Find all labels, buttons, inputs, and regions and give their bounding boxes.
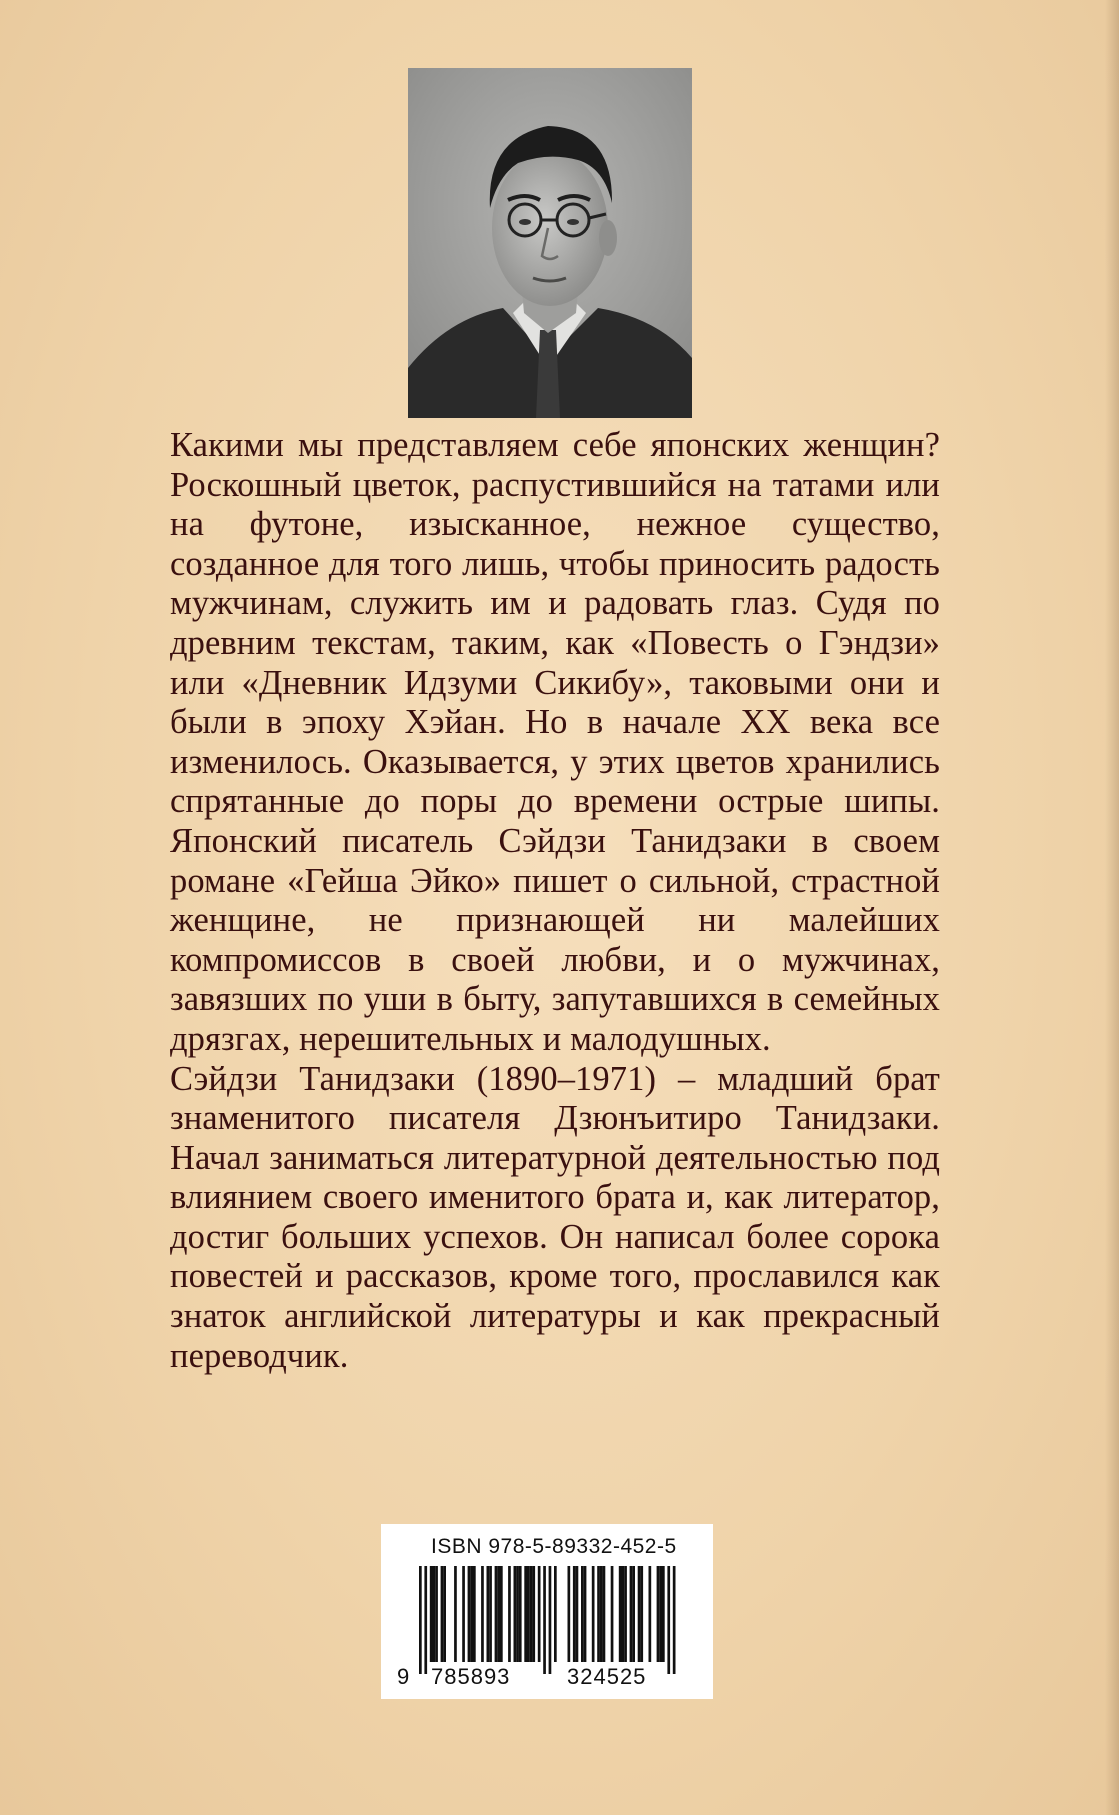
barcode-bar <box>468 1566 471 1662</box>
barcode-digit-first: 9 <box>397 1664 411 1689</box>
barcode-bar <box>584 1566 587 1662</box>
barcode-bar <box>659 1566 662 1662</box>
barcode-bar <box>530 1566 533 1662</box>
barcode-bar <box>549 1566 552 1674</box>
barcode-bar <box>597 1566 600 1662</box>
barcode-bar <box>481 1566 484 1662</box>
barcode-bar <box>441 1566 444 1662</box>
barcode-bar <box>538 1566 541 1662</box>
barcode-bar <box>624 1566 627 1662</box>
barcode-bar <box>603 1566 606 1662</box>
barcode-bar <box>516 1566 519 1662</box>
book-description <box>170 426 940 1376</box>
barcode-bar <box>527 1566 530 1662</box>
description-paragraph-1: Какими мы представляем себе японских женщин? Роскошный цветок, распустившийся на татами или на футоне, изысканное, нежное существо, созданное для того лишь, чтобы приносить радость мужчинам, служить им и радовать глаз. Судя по древним текстам, таким, как «Повесть о Гэндзи» или «Дневник Идзуми Сикибу», таковыми они и были в эпоху Хэйан. Но в начале XX века все изменилось. Оказывается, у этих цветов хранились спрятанные до поры до времени острые шипы. Японский писатель Сэйдзи Танидзаки в своем романе «Гейша Эйко» пишет о сильной, страстной женщине, не признающей ни малейших компромиссов в своей любви, и о мужчинах, завязших по уши в быту, запутавшихся в семейных дрязгах, нерешительных и малодушных. <box>170 426 940 1058</box>
barcode-bar <box>592 1566 595 1662</box>
isbn-number: ISBN 978-5-89332-452-5 <box>431 1535 677 1558</box>
barcode-bar <box>632 1566 635 1662</box>
barcode-bar <box>524 1566 527 1662</box>
barcode-digits-right: 324525 <box>567 1664 647 1689</box>
cover-edge-shadow <box>1105 0 1119 1815</box>
barcode-bar <box>673 1566 676 1674</box>
barcode-bar <box>487 1566 490 1662</box>
barcode-bar <box>649 1566 652 1662</box>
barcode-bar <box>433 1566 436 1662</box>
barcode-bar <box>573 1566 576 1662</box>
barcode-bar <box>600 1566 603 1662</box>
barcode-bar <box>473 1566 476 1662</box>
barcode-bar <box>489 1566 492 1662</box>
barcode-bar <box>454 1566 457 1662</box>
barcode-bar <box>619 1566 622 1662</box>
barcode-bar <box>495 1566 498 1662</box>
barcode-bar <box>640 1566 643 1662</box>
barcode-bar <box>500 1566 503 1662</box>
barcode-bar <box>662 1566 665 1662</box>
barcode-bar <box>657 1566 660 1662</box>
barcode-bar <box>611 1566 614 1662</box>
barcode-bar <box>514 1566 517 1662</box>
barcode-bar <box>519 1566 522 1662</box>
barcode-bar <box>667 1566 670 1674</box>
barcode-bar <box>430 1566 433 1662</box>
barcode-bar <box>638 1566 641 1662</box>
author-portrait <box>408 68 692 418</box>
barcode-bar <box>576 1566 579 1662</box>
barcode-bar <box>568 1566 571 1662</box>
barcode-bar <box>424 1566 427 1674</box>
barcode-bar <box>470 1566 473 1662</box>
barcode-bar <box>462 1566 465 1662</box>
barcode-bar <box>554 1566 557 1662</box>
barcode-bar <box>532 1566 535 1662</box>
barcode-bar <box>443 1566 446 1662</box>
barcode-bar <box>508 1566 511 1662</box>
barcode-bar <box>497 1566 500 1662</box>
author-portrait-photo <box>408 68 692 418</box>
barcode-bar <box>543 1566 546 1674</box>
description-paragraph-2: Сэйдзи Танидзаки (1890–1971) – младший брат знаменитого писателя Дзюнъитиро Танидзаки. Начал заниматься литературной деятельностью под влиянием своего именитого брата и, как литератор, достиг больших успехов. Он написал более сорока повестей и рассказов, кроме того, прославился как знаток английской литературы и как прекрасный переводчик. <box>170 1059 940 1375</box>
barcode-label <box>381 1524 713 1699</box>
barcode-bar <box>419 1566 422 1674</box>
barcode-bar <box>435 1566 438 1662</box>
barcode-bar <box>581 1566 584 1662</box>
barcode-bar <box>622 1566 625 1662</box>
barcode-bar <box>630 1566 633 1662</box>
barcode-digits-left: 785893 <box>431 1664 511 1689</box>
